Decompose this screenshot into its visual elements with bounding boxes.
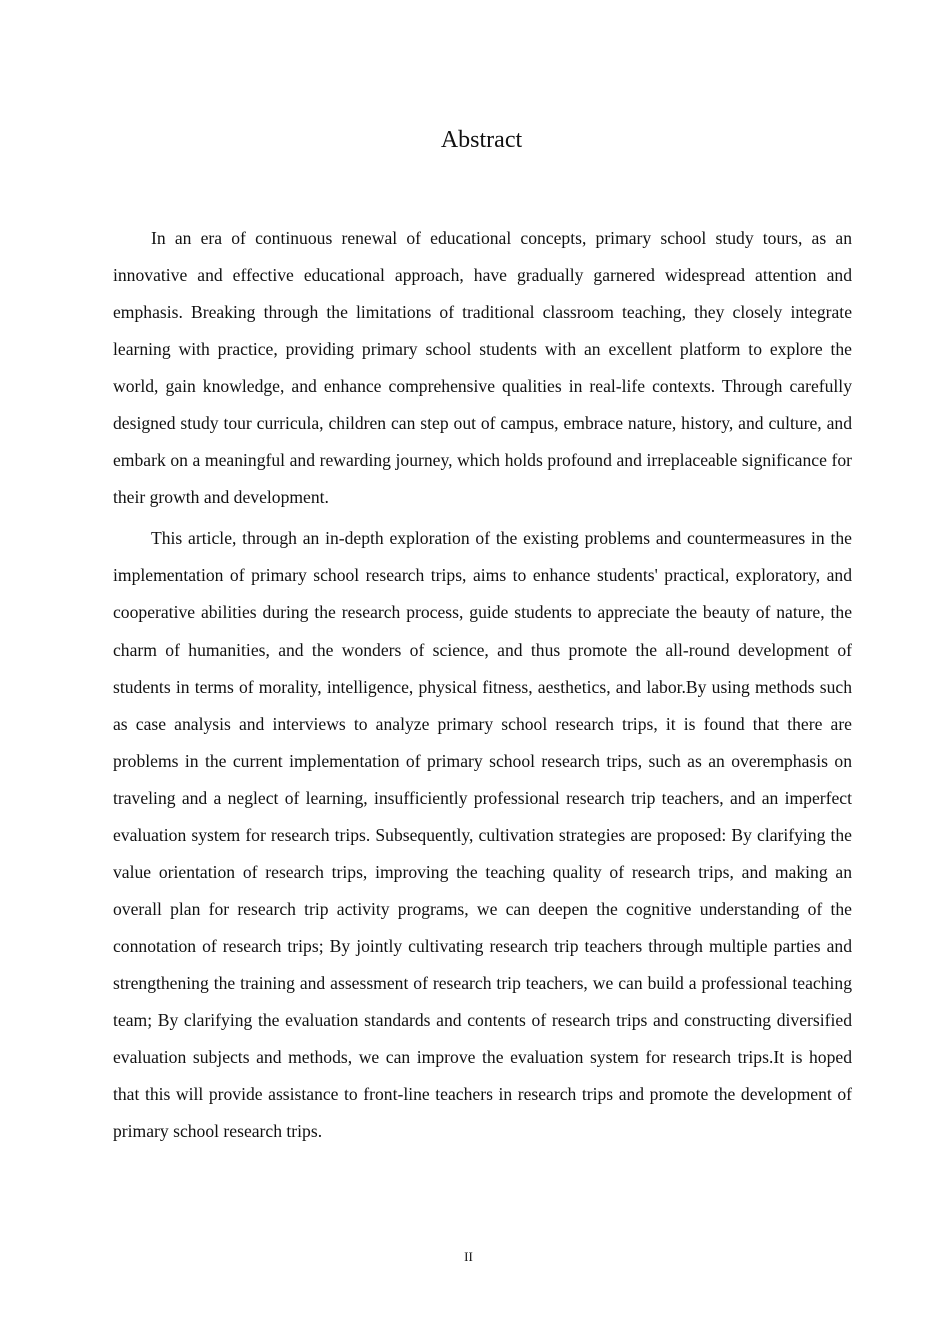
page-number: II xyxy=(464,1249,473,1264)
abstract-paragraph-1: In an era of continuous renewal of educational concepts, primary school study tours, as an innovative and effective educational approach, have gradually garnered widespread attention and emphasis. Breaking through the limitations of traditional classroom teaching, they closely integrate learning with practice, providing primary school students with an excellent platform to explore the world, gain knowledge, and enhance comprehensive qualities in real-life contexts. Through carefully designed study tour curricula, children can step out of campus, embrace nature, history, and culture, and embark on a meaningful and rewarding journey, which holds profound and irreplaceable significance for their growth and development. xyxy=(113,228,852,508)
abstract-paragraph-2: This article, through an in-depth exploration of the existing problems and countermeasures in the implementation of primary school research trips, aims to enhance students' practical, exploratory, and cooperative abilities during the research process, guide students to appreciate the beauty of nature, the charm of humanities, and the wonders of science, and thus promote the all-round development of students in terms of morality, intelligence, physical fitness, aesthetics, and labor.By using methods such as case analysis and interviews to analyze primary school research trips, it is found that there are problems in the current implementation of primary school research trips, such as an overemphasis on traveling and a neglect of learning, insufficiently professional research trip teachers, and an imperfect evaluation system for research trips. Subsequently, cultivation strategies are proposed: By clarifying the value orientation of research trips, improving the teaching quality of research trips, and making an overall plan for research trip activity programs, we can deepen the cognitive understanding of the connotation of research trips; By jointly cultivating research trip teachers through multiple parties and strengthening the training and assessment of research trip teachers, we can build a professional teaching team; By clarifying the evaluation standards and contents of research trips and constructing diversified evaluation subjects and methods, we can improve the evaluation system for research trips.It is hoped that this will provide assistance to front-line teachers in research trips and promote the development of primary school research trips. xyxy=(113,528,852,1142)
abstract-title: Abstract xyxy=(440,127,523,153)
abstract-body xyxy=(113,220,852,1150)
